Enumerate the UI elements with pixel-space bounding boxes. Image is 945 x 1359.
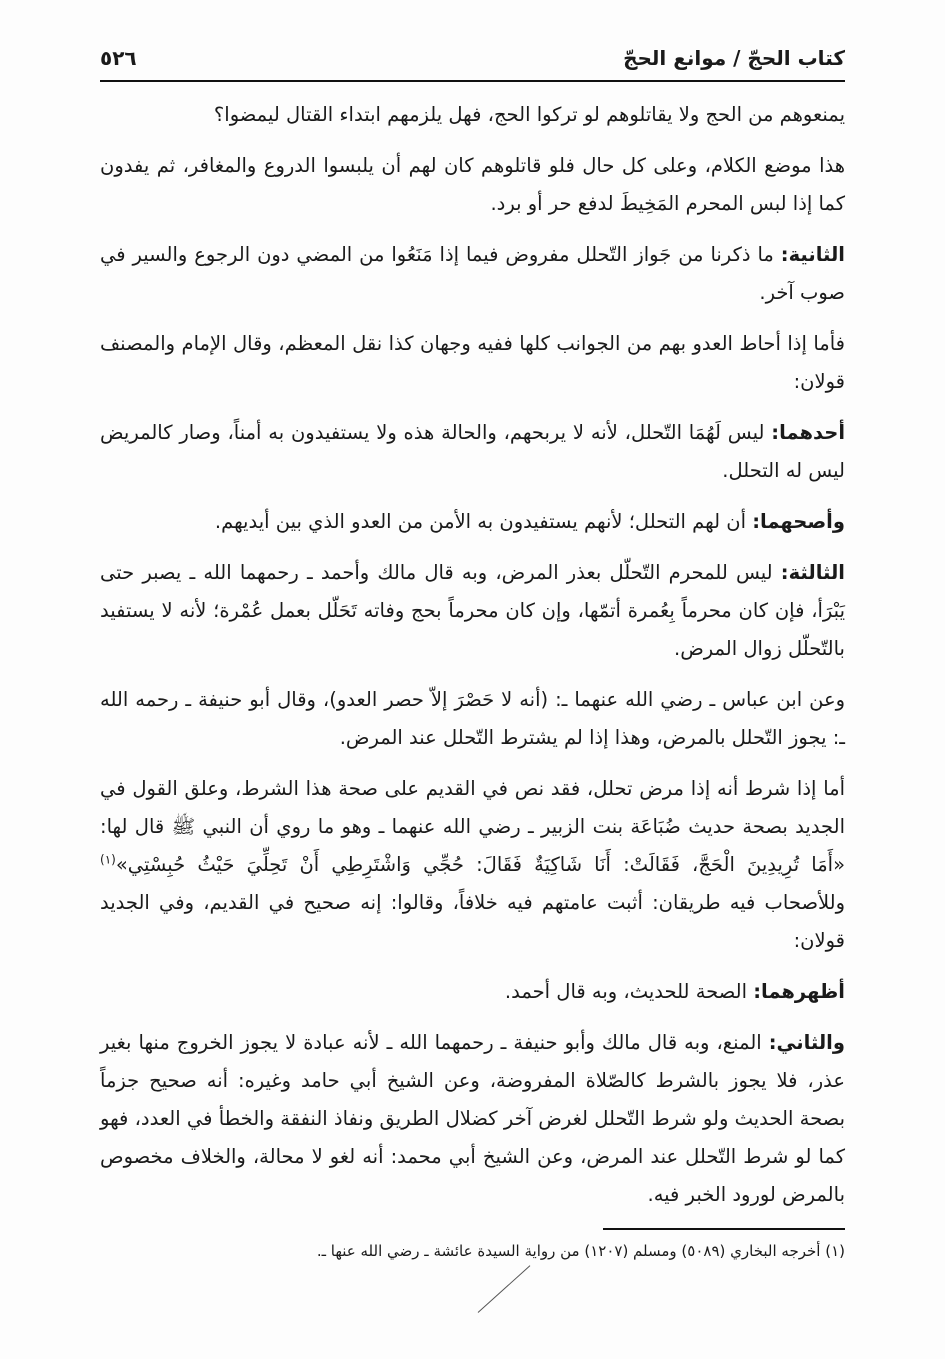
- section-lead: أحدهما:: [771, 421, 845, 444]
- paragraph: الثانية: ما ذكرنا من جَواز التّحلل مفروض فيما إذا مَنَعُوا من المضي دون الرجوع والسير في صوب آخر.: [100, 243, 845, 304]
- paragraph: أظهرهما: الصحة للحديث، وبه قال أحمد.: [504, 980, 845, 1003]
- paragraph: وأصحهما: أن لهم التحلل؛ لأنهم يستفيدون به الأمن من العدو الذي بين أيديهم.: [214, 510, 845, 533]
- footnote: (١) أخرجه البخاري (٥٠٨٩) ومسلم (١٢٠٧) من رواية السيدة عائشة ـ رضي الله عنها ـ.: [316, 1242, 845, 1260]
- footnote-divider: [603, 1228, 845, 1230]
- main-text: [100, 96, 845, 1227]
- running-title: كتاب الحجّ / موانع الحجّ: [623, 46, 845, 70]
- paragraph: وعن ابن عباس ـ رضي الله عنهما ـ: (أنه لا حَصْرَ إلاّ حصر العدو)، وقال أبو حنيفة ـ رحمه الله ـ: يجوز التّحلل بالمرض، وهذا إذا لم يشترط التّحلل عند المرض.: [100, 688, 845, 749]
- paragraph: والثاني: المنع، وبه قال مالك وأبو حنيفة ـ رحمهما الله ـ لأنه عبادة لا يجوز الخروج منها بغير عذر، فلا يجوز بالشرط كالصّلاة المفروضة، وعن الشيخ أبي حامد وغيره: أنه صحيح جزماً بصحة الحديث ولو شرط التّحلل لغرض آخر كضلال الطريق ونفاذ النفقة والخطأ في العدد، فهو كما لو شرط التّحلل عند المرض، وعن الشيخ أبي محمد: أنه لغو لا محالة، والخلاف مخصوص بالمرض لورود الخبر فيه.: [100, 1031, 845, 1206]
- footnote-reference[interactable]: (١): [100, 852, 116, 867]
- section-lead: أظهرهما:: [753, 980, 845, 1003]
- section-lead: الثالثة:: [780, 561, 845, 584]
- section-lead: الثانية:: [780, 243, 845, 266]
- paragraph: أحدهما: ليس لَهُمَا التّحلل، لأنه لا يربحهم، والحالة هذه ولا يستفيدون به أمناً، وصار كالمريض ليس له التحلل.: [100, 421, 845, 482]
- paragraph: هذا موضع الكلام، وعلى كل حال فلو قاتلوهم كان لهم أن يلبسوا الدروع والمغافر، ثم يفدون كما إذا لبس المحرم المَخِيطَ لدفع حر أو برد.: [100, 154, 845, 215]
- paragraph: فأما إذا أحاط العدو بهم من الجوانب كلها ففيه وجهان كذا نقل المعظم، وقال الإمام والمصنف قولان:: [100, 332, 845, 393]
- page-number: ٥٢٦: [100, 46, 137, 70]
- section-lead: والثاني:: [768, 1031, 845, 1054]
- scan-mark: [478, 1265, 531, 1313]
- header-divider: [100, 80, 845, 82]
- paragraph: يمنعوهم من الحج ولا يقاتلوهم لو تركوا الحج، فهل يلزمهم ابتداء القتال ليمضوا؟: [213, 103, 845, 126]
- page-header: [100, 40, 845, 80]
- section-lead: وأصحهما:: [752, 510, 845, 533]
- paragraph: أما إذا شرط أنه إذا مرض تحلل، فقد نص في القديم على صحة هذا الشرط، وعلق القول في الجديد بصحة حديث ضُبَاعَة بنت الزبير ـ رضي الله عنهما ـ وهو ما روي أن النبي ﷺ قال لها: «أَمَا تُرِيدِينَ الْحَجَّ، فَقَالَتْ: أَنَا شَاكِيَةٌ فَقَالَ: حُجِّي وَاشْتَرِطِي أَنْ تَحِلِّيَ حَيْثُ حُبِسْتِي»$^{(١)}$ وللأصحاب فيه طريقان: أثبت عامتهم فيه خلافاً، وقالوا: إنه صحيح في القديم، وفي الجديد قولان:: [100, 777, 845, 952]
- paragraph: الثالثة: ليس للمحرم التّحلّل بعذر المرض، وبه قال مالك وأحمد ـ رحمهما الله ـ يصبر حتى يَبْرَأ، فإن كان محرماً بِعُمرة أتمّها، وإن كان محرماً بحج وفاته تَحَلّل بعمل عُمْرة؛ لأنه لا يستفيد بالتّحلّل زوال المرض.: [100, 561, 845, 660]
